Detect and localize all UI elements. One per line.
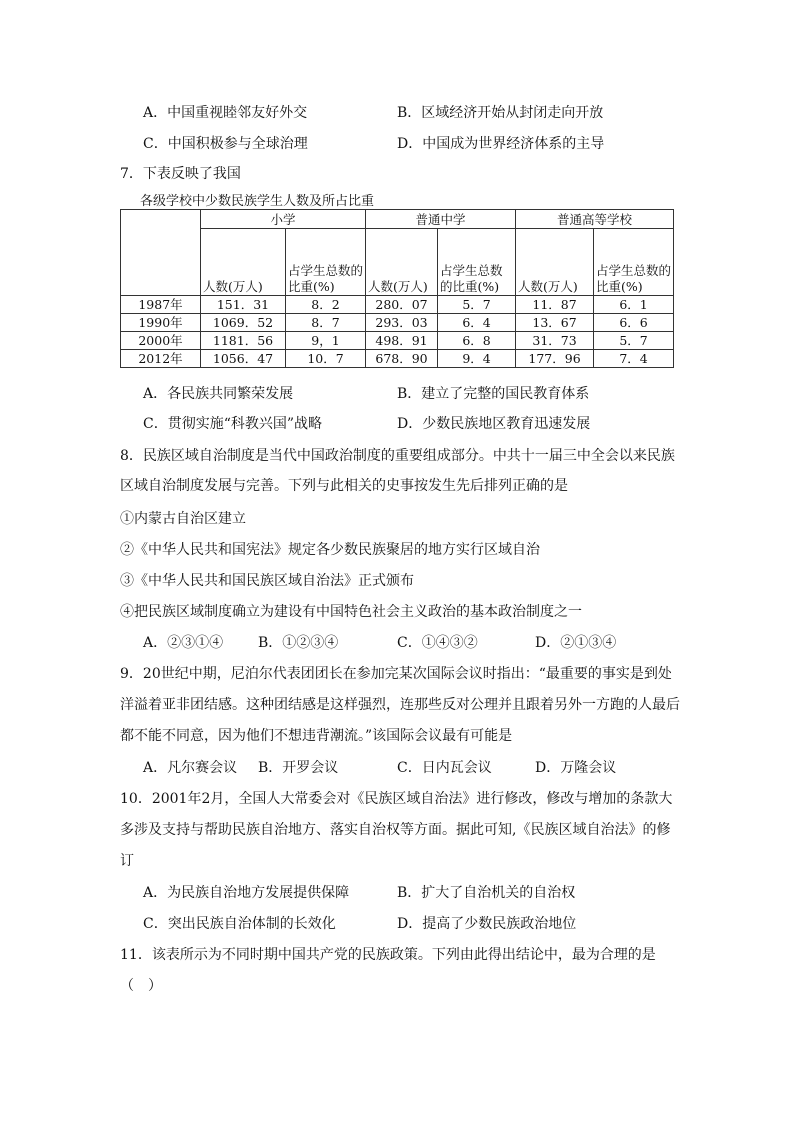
q11-answer-blank: （ ）: [120, 978, 162, 994]
q10-stem-line1: 10．2001年2月，全国人大常委会对《民族区域自治法》进行修改，修改与增加的条款大: [120, 791, 673, 807]
subheader-middle-ratio: 占学生总数的比重(%): [438, 229, 516, 296]
q10-option-c[interactable]: C．突出民族自治体制的长效化: [143, 916, 336, 932]
table-row: [121, 314, 674, 332]
q8-item-2: ②《中华人民共和国宪法》规定各少数民族聚居的地方实行区域自治: [120, 542, 540, 558]
q10-option-b[interactable]: B．扩大了自治机关的自治权: [397, 885, 576, 901]
q7-option-a[interactable]: A．各民族共同繁荣发展: [143, 386, 294, 402]
cell-higher-ratio: 5．7: [594, 332, 674, 350]
cell-year: 2000年: [121, 332, 201, 350]
q9-option-a[interactable]: A．凡尔赛会议: [143, 760, 238, 776]
cell-primary-count: 1056．47: [201, 350, 286, 368]
cell-primary-count: 151．31: [201, 296, 286, 314]
q6-option-c[interactable]: C．中国积极参与全球治理: [143, 136, 308, 152]
q6-option-a[interactable]: A．中国重视睦邻友好外交: [143, 105, 308, 121]
cell-higher-ratio: 6．6: [594, 314, 674, 332]
table-row: [121, 332, 674, 350]
q9-option-c[interactable]: C．日内瓦会议: [397, 760, 492, 776]
q10-stem-line2: 多涉及支持与帮助民族自治地方、落实自治权等方面。据此可知,《民族区域自治法》的修: [120, 822, 671, 838]
cell-year: 1990年: [121, 314, 201, 332]
q11-stem-line1: 11．该表所示为不同时期中国共产党的民族政策。下列由此得出结论中，最为合理的是: [120, 947, 656, 963]
cell-primary-ratio: 8．7: [286, 314, 366, 332]
q8-stem-line2: 区域自治制度发展与完善。下列与此相关的史事按发生先后排列正确的是: [120, 478, 568, 494]
cell-year: 2012年: [121, 350, 201, 368]
cell-middle-count: 498．91: [366, 332, 438, 350]
header-primary: 小学: [201, 210, 366, 229]
q8-option-d[interactable]: D．②①③④: [535, 635, 617, 651]
cell-higher-count: 31．73: [516, 332, 594, 350]
q7-option-d[interactable]: D．少数民族地区教育迅速发展: [397, 416, 591, 432]
q7-stem: 7．下表反映了我国: [120, 166, 241, 182]
subheader-higher-ratio: 占学生总数的比重(%): [594, 229, 674, 296]
cell-middle-ratio: 5．7: [438, 296, 516, 314]
q10-option-d[interactable]: D．提高了少数民族政治地位: [397, 916, 577, 932]
cell-middle-ratio: 6．8: [438, 332, 516, 350]
q9-stem-line3: 都不能不同意，因为他们不想违背潮流。”该国际会议最有可能是: [120, 728, 513, 744]
q8-item-4: ④把民族区域制度确立为建设有中国特色社会主义政治的基本政治制度之一: [120, 604, 582, 620]
subheader-middle-count: 人数(万人): [366, 229, 438, 296]
q6-option-d[interactable]: D．中国成为世界经济体系的主导: [397, 136, 605, 152]
table-caption: 各级学校中少数民族学生人数及所占比重: [140, 194, 375, 209]
cell-primary-ratio: 10．7: [286, 350, 366, 368]
subheader-primary-ratio: 占学生总数的比重(%): [286, 229, 366, 296]
cell-higher-count: 11．87: [516, 296, 594, 314]
subheader-higher-count: 人数(万人): [516, 229, 594, 296]
cell-higher-count: 13．67: [516, 314, 594, 332]
table-row: [121, 296, 674, 314]
q9-option-b[interactable]: B．开罗会议: [258, 760, 339, 776]
table-corner-cell: [121, 210, 201, 296]
q9-option-d[interactable]: D．万隆会议: [535, 760, 617, 776]
cell-middle-count: 280．07: [366, 296, 438, 314]
minority-students-table: [120, 209, 674, 368]
cell-primary-count: 1069．52: [201, 314, 286, 332]
cell-primary-ratio: 8．2: [286, 296, 366, 314]
q6-option-b[interactable]: B．区域经济开始从封闭走向开放: [397, 105, 604, 121]
q8-option-b[interactable]: B．①②③④: [258, 635, 339, 651]
table-row: [121, 350, 674, 368]
cell-primary-ratio: 9，1: [286, 332, 366, 350]
header-middle: 普通中学: [366, 210, 516, 229]
cell-higher-ratio: 6．1: [594, 296, 674, 314]
q7-option-c[interactable]: C．贯彻实施“科教兴国”战略: [143, 416, 323, 432]
cell-middle-count: 293．03: [366, 314, 438, 332]
cell-middle-ratio: 9．4: [438, 350, 516, 368]
q8-option-c[interactable]: C．①④③②: [397, 635, 478, 651]
cell-middle-ratio: 6．4: [438, 314, 516, 332]
subheader-primary-count: 人数(万人): [201, 229, 286, 296]
cell-higher-count: 177．96: [516, 350, 594, 368]
cell-primary-count: 1181．56: [201, 332, 286, 350]
q8-stem-line1: 8．民族区域自治制度是当代中国政治制度的重要组成部分。中共十一届三中全会以来民族: [120, 448, 675, 464]
cell-year: 1987年: [121, 296, 201, 314]
q10-stem-line3: 订: [120, 853, 134, 869]
q10-option-a[interactable]: A．为民族自治地方发展提供保障: [143, 885, 350, 901]
q8-item-3: ③《中华人民共和国民族区域自治法》正式颁布: [120, 573, 414, 589]
q9-stem-line1: 9．20世纪中期，尼泊尔代表团团长在参加完某次国际会议时指出：“最重要的事实是到处: [120, 666, 672, 682]
cell-middle-count: 678．90: [366, 350, 438, 368]
cell-higher-ratio: 7．4: [594, 350, 674, 368]
q9-stem-line2: 洋溢着亚非团结感。这种团结感是这样强烈，连那些反对公理并且跟着另外一方跑的人最后: [120, 697, 680, 713]
q8-item-1: ①内蒙古自治区建立: [120, 511, 246, 527]
header-higher: 普通高等学校: [516, 210, 674, 229]
q7-option-b[interactable]: B．建立了完整的国民教育体系: [397, 386, 590, 402]
q8-option-a[interactable]: A．②③①④: [143, 635, 224, 651]
